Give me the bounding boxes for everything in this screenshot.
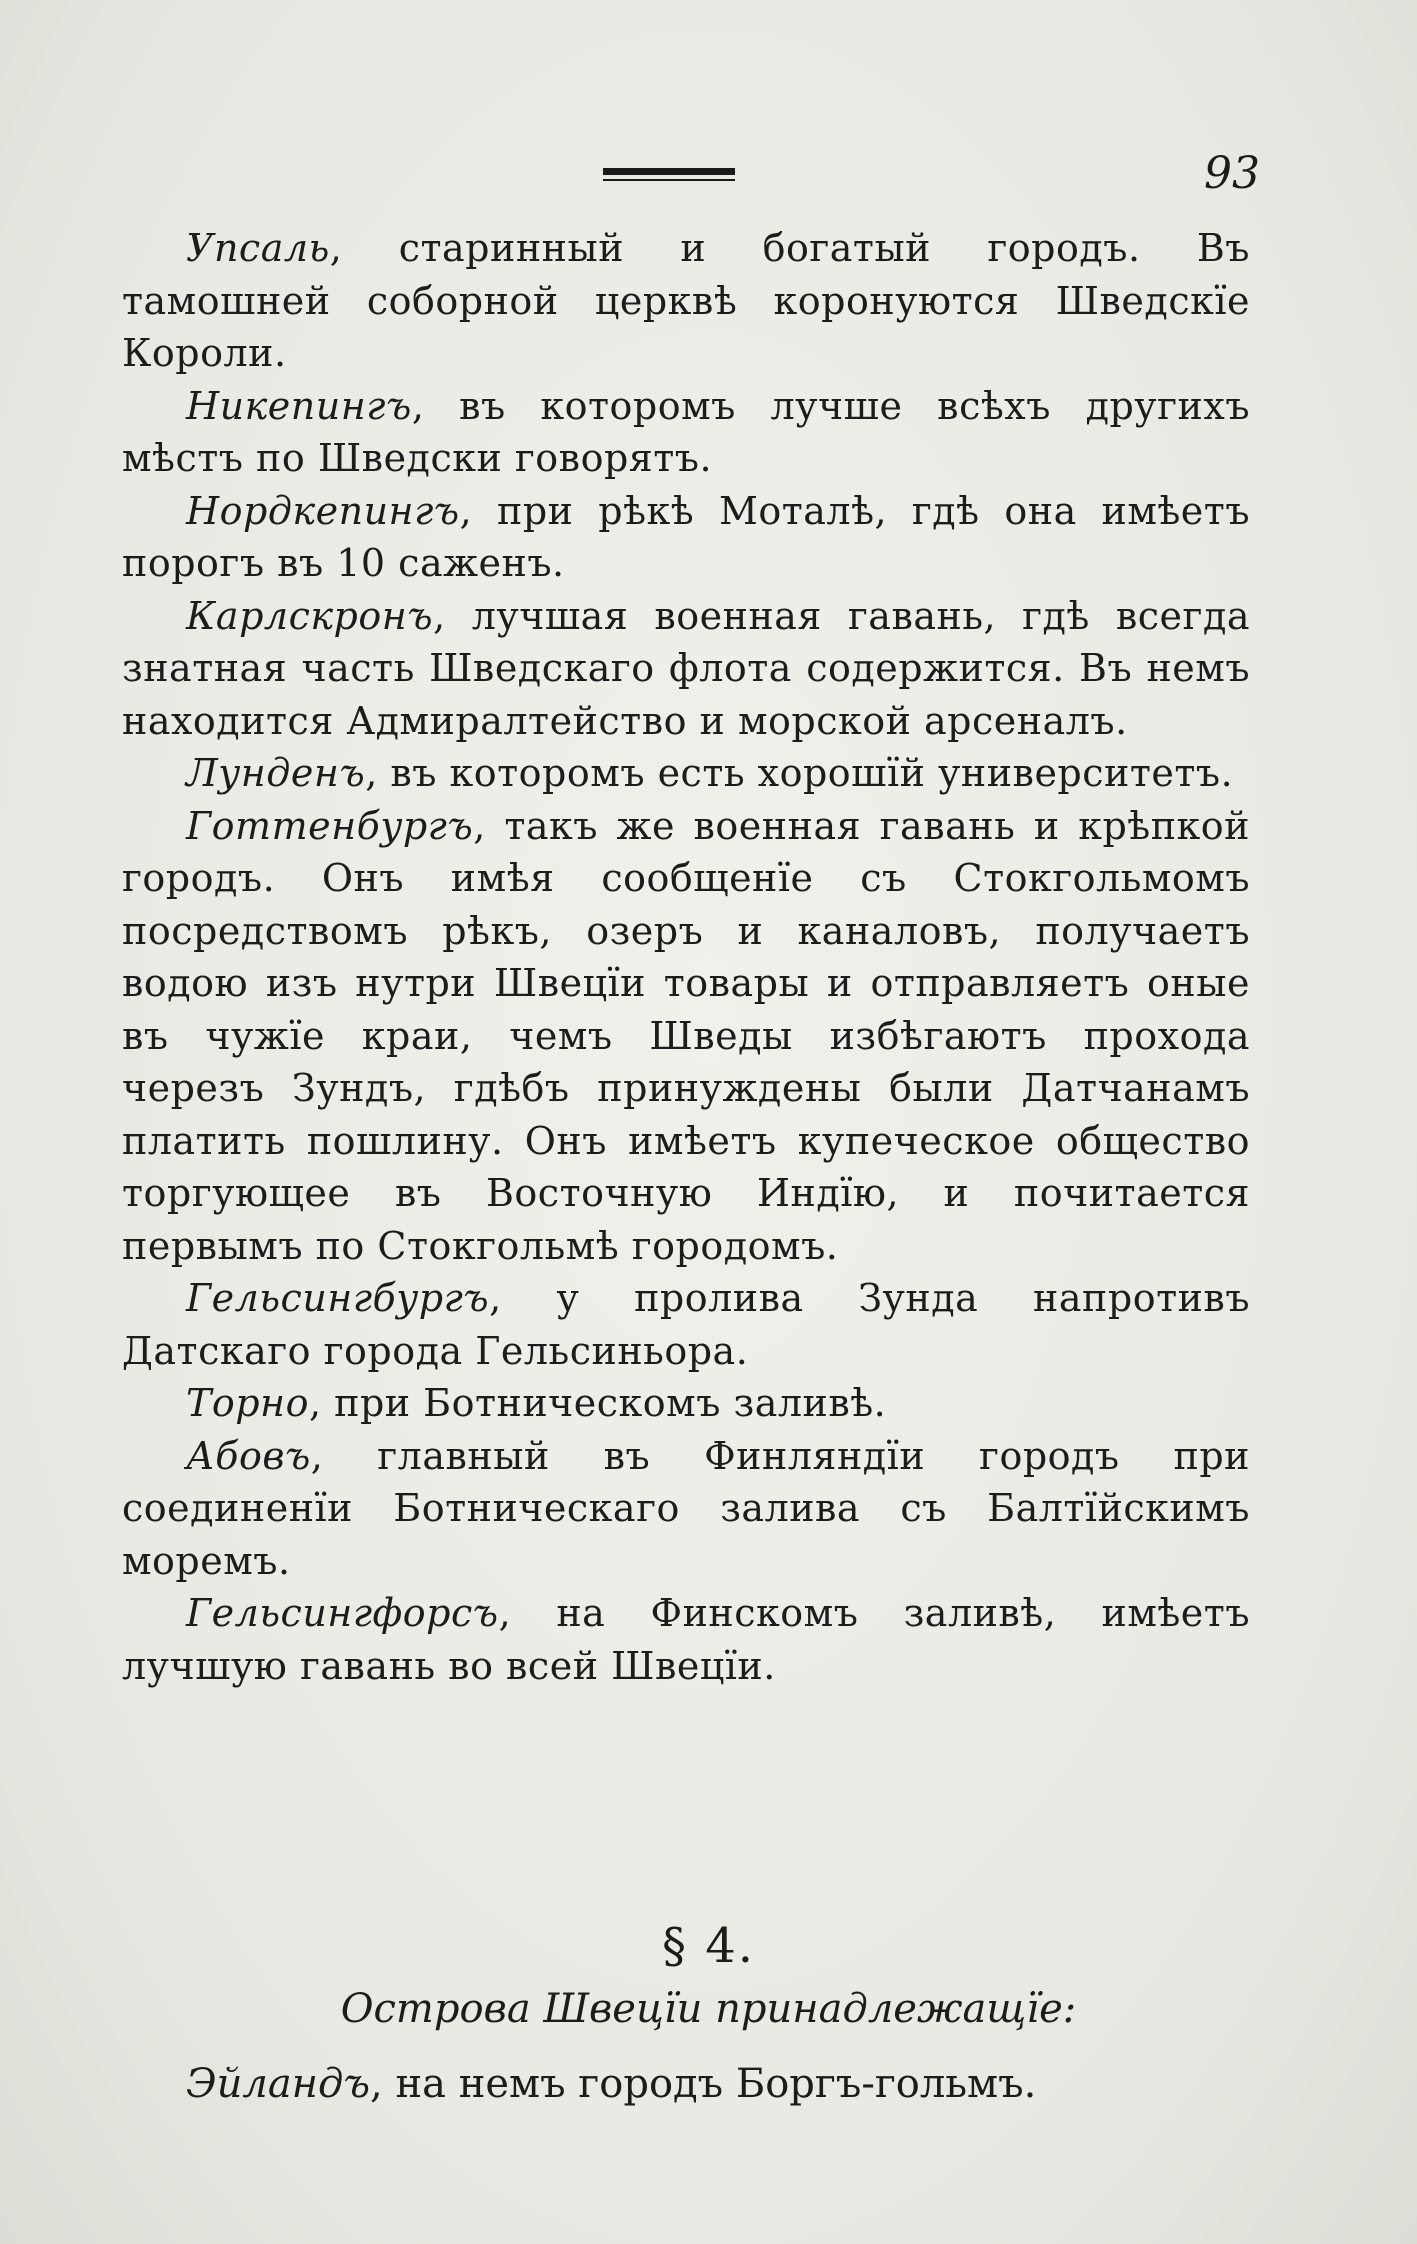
island-entry-oland: [186, 2058, 1250, 2110]
place-name: Эйландъ: [186, 2061, 371, 2107]
entry-text: , въ которомъ есть хорошїй университетъ.: [365, 751, 1234, 795]
city-entry-helsingborg: [122, 1272, 1250, 1377]
city-entry-abo: [122, 1430, 1250, 1588]
city-entry-norrkoping: [122, 485, 1250, 590]
place-name: Торно: [186, 1381, 309, 1425]
entry-text: , на немъ городъ Боргъ-гольмъ.: [370, 2061, 1037, 2107]
entry-text: , у пролива Зунда напротивъ Датскаго города Гельсиньора.: [122, 1276, 1250, 1373]
entry-text: , въ которомъ лучше всѣхъ другихъ мѣстъ по Шведски говорятъ.: [122, 383, 1250, 480]
place-name: Абовъ: [186, 1433, 311, 1478]
place-name: Никепингъ: [186, 383, 412, 428]
place-name: Карлскронъ: [186, 593, 434, 638]
city-entry-lund: [122, 747, 1250, 800]
city-entry-tornio: [122, 1377, 1250, 1430]
place-name: Гельсингбургъ: [186, 1276, 490, 1320]
city-entry-nykoping: [122, 380, 1250, 485]
place-name: Готтенбургъ: [186, 803, 474, 848]
entry-text: , при Ботническомъ заливѣ.: [308, 1381, 887, 1425]
entry-text: , такъ же военная гавань и крѣпкой городъ. Онъ имѣя сообщенїе съ Стокгольмомъ посредствомъ рѣкъ, озеръ и каналовъ, получаетъ водою изъ нутри Швецїи товары и отправляетъ оные въ чужїе краи, чемъ Шведы избѣгаютъ прохода черезъ Зундъ, гдѣбъ принуждены были Датчанамъ платить пошлину. Онъ имѣетъ купеческое общество торгующее въ Восточную Индїю, и почитается первымъ по Стокгольмѣ городомъ.: [122, 803, 1250, 1268]
header-rule-thick: [603, 168, 735, 175]
city-list: [122, 222, 1250, 1692]
entry-text: , на Финскомъ заливѣ, имѣетъ лучшую гавань во всей Швецїи.: [122, 1591, 1250, 1688]
entry-text: , при рѣкѣ Моталѣ, гдѣ она имѣетъ порогъ въ 10 саженъ.: [122, 488, 1250, 585]
header-rule: [603, 168, 735, 181]
section-heading: § 4.: [661, 1918, 756, 1974]
place-name: Гельсингфорсъ: [186, 1591, 499, 1635]
city-entry-karlskrona: [122, 590, 1250, 748]
city-entry-uppsala: [122, 222, 1250, 380]
place-name: Лунденъ: [186, 751, 366, 795]
entry-text: , главный въ Финляндїи городъ при соединенїи Ботническаго залива съ Балтїйскимъ моремъ.: [122, 1433, 1250, 1583]
place-name: Упсаль: [186, 226, 330, 270]
page-number: 93: [1204, 148, 1260, 199]
section-subtitle: Острова Швецїи принадлежащїе:: [340, 1986, 1077, 2032]
city-entry-helsingfors: [122, 1587, 1250, 1692]
header-rule-thin: [603, 179, 735, 181]
city-entry-gothenburg: [122, 800, 1250, 1273]
entry-text: , старинный и богатый городъ. Въ тамошней соборной церквѣ коронуются Шведскїе Короли.: [122, 226, 1250, 375]
entry-text: , лучшая военная гавань, гдѣ всегда знатная часть Шведскаго флота содержится. Въ немъ находится Адмиралтейство и морской арсеналъ.: [122, 593, 1250, 743]
place-name: Нордкепингъ: [186, 488, 460, 533]
